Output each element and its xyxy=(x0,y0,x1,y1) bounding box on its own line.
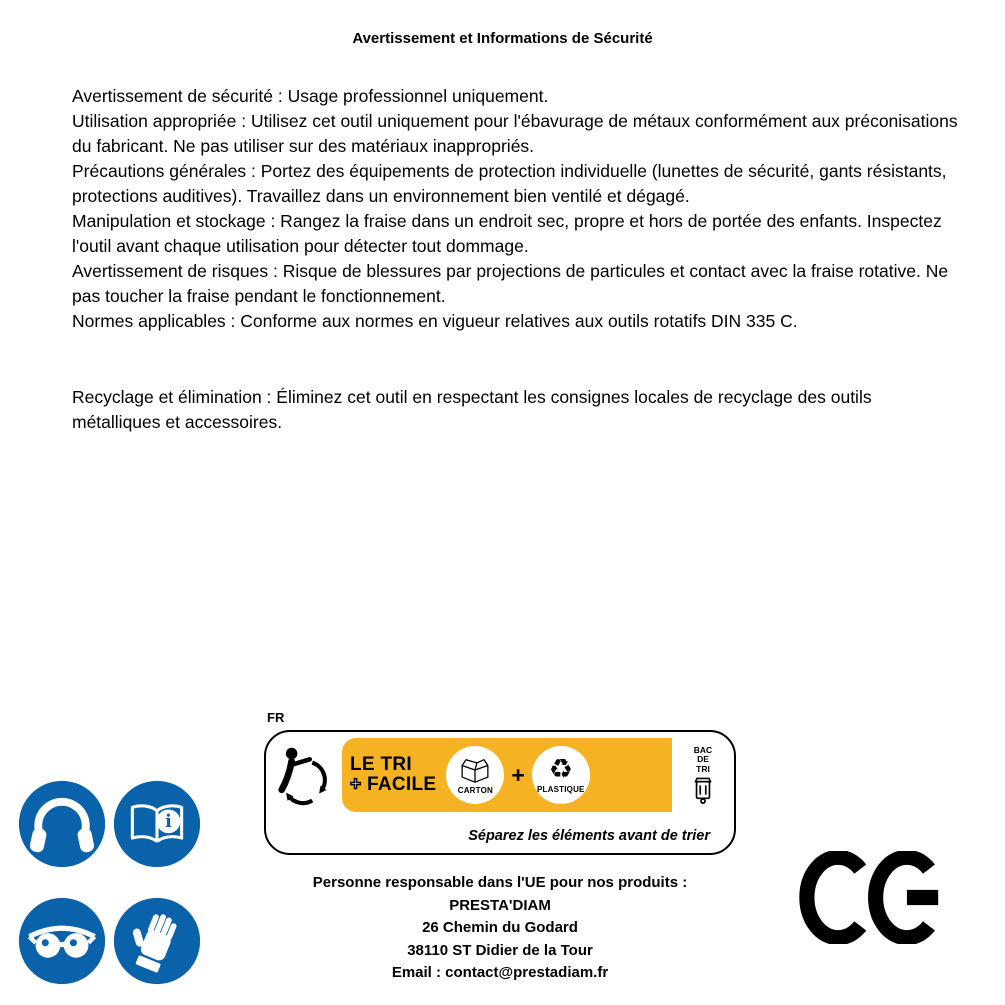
read-manual-icon xyxy=(113,780,201,868)
address-city: 38110 ST Didier de la Tour xyxy=(407,941,593,959)
paragraph-safety-warning: Avertissement de sécurité : Usage professionnel uniquement. xyxy=(72,86,549,106)
plastic-label: PLASTIQUE xyxy=(537,785,585,794)
info-tri-label xyxy=(264,730,736,855)
bin-label-line2: DE xyxy=(697,754,709,765)
recycling-symbol-icon: ♻ xyxy=(548,754,573,785)
headline-plus: + xyxy=(350,774,362,795)
mandatory-safety-icons xyxy=(18,780,201,985)
bin-icon xyxy=(691,776,715,804)
ce-marking-icon xyxy=(798,851,948,949)
company-name: PRESTA'DIAM xyxy=(449,896,551,914)
fr-country-label: FR xyxy=(267,710,285,725)
responsible-line: Personne responsable dans l'UE pour nos produits : xyxy=(312,874,688,891)
svg-text:i: i xyxy=(165,811,172,833)
info-tri-top-row xyxy=(266,732,734,818)
paragraph-handling-storage: Manipulation et stockage : Rangez la fraise dans un endroit sec, propre et hors de portée des enfants. Inspectez l'outil avant chaque utilisation pour détecter tout dommage. xyxy=(72,211,942,256)
info-tri-headline xyxy=(350,755,440,796)
carton-box-icon xyxy=(457,755,493,785)
sorting-bin-section xyxy=(672,746,734,805)
page-title: Avertissement et Informations de Sécurité xyxy=(352,30,653,47)
paragraph-applicable-standards: Normes applicables : Conforme aux normes en vigueur relatives aux outils rotatifs DIN 335 C. xyxy=(72,311,798,331)
plastic-bubble xyxy=(532,746,590,804)
responsible-person-block xyxy=(230,872,770,985)
ear-protection-icon xyxy=(18,780,106,868)
paragraph-risk-warning: Avertissement de risques : Risque de blessures par projections de particules et contact avec la fraise rotative. Ne pas toucher la fraise pendant le fonctionnement. xyxy=(72,261,949,306)
triman-icon xyxy=(266,739,342,811)
paragraph-recycling: Recyclage et élimination : Éliminez cet outil en respectant les consignes locales de recyclage des outils métalliques et accessoires. xyxy=(72,387,872,432)
carton-bubble xyxy=(446,746,504,804)
sorting-footer: Séparez les éléments avant de trier xyxy=(468,827,710,844)
address-street: 26 Chemin du Godard xyxy=(422,919,578,936)
plus-separator: + xyxy=(511,761,525,788)
headline-line2: FACILE xyxy=(367,774,437,795)
headline-line1: LE TRI xyxy=(350,753,412,775)
bin-label-line3: TRI xyxy=(696,763,710,774)
hand-protection-icon xyxy=(113,897,201,985)
info-tri-yellow-band xyxy=(342,738,672,812)
contact-email: Email : contact@prestadiam.fr xyxy=(391,964,609,981)
paragraph-appropriate-use: Utilisation appropriée : Utilisez cet outil uniquement pour l'ébavurage de métaux conformément aux préconisations du fabricant. Ne pas utiliser sur des matériaux inappropriés. xyxy=(72,111,958,156)
safety-text-block xyxy=(72,84,961,435)
paragraph-general-precautions: Précautions générales : Portez des équipements de protection individuelle (lunettes de sécurité, gants résistants, protections auditives). Travaillez dans un environnement bien ventilé et dégagé. xyxy=(72,161,947,206)
eye-protection-icon xyxy=(18,897,106,985)
arrow-chevron-icon xyxy=(596,738,616,812)
carton-label: CARTON xyxy=(457,786,493,795)
bin-label-line1: BAC xyxy=(693,744,713,755)
